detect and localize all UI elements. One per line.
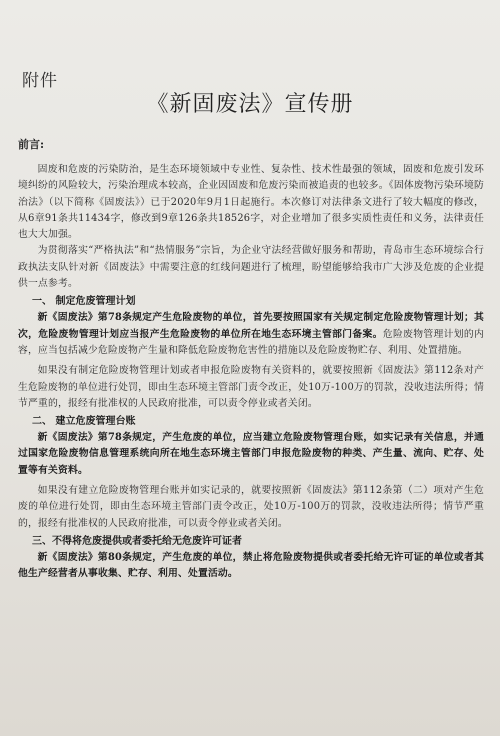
preface-paragraph-2: 为贯彻落实“严格执法”和“热情服务”宗旨，为企业守法经营做好服务和帮助，青岛市生态环境综合行政执法支队针对新《固废法》中需要注意的红线问题进行了梳理，盼望能够给我市广大涉及危废的企业提供一点参考。 [18, 245, 484, 290]
section-1-paragraph-2: 如果没有制定危险废物管理计划或者申报危险废物有关资料的，就要按照新《固废法》第112条对产生危险废物的单位进行处罚，即由生态环境主管部门责令改正，处10万-100万的罚款，没收违法所得；情节严重的，报经有批准权的人民政府批准，可以责令停业或者关闭。 [18, 365, 484, 409]
section-3-paragraph-1 [18, 550, 484, 583]
section-3-bold-text: 新《固废法》第80条规定，产生危废的单位，禁止将危险废物提供或者委托给无许可证的单位或者其他生产经营者从事收集、贮存、利用、处置活动。 [18, 551, 484, 580]
appendix-label: 附件 [22, 71, 58, 91]
section-1-bold-filing: 危险废物管理计划应当报产生危险废物的单位所在地生态环境主管部门备案。 [38, 328, 383, 340]
section-1-heading: 一、 制定危废管理计划 [32, 296, 136, 308]
section-1-paragraph-1 [18, 310, 484, 359]
section-1-bold-intro: 新《固废法》第78条规定产生危险废物的单位，首先要按照国家有关规定制定危险废物管理计划；其次， [18, 312, 484, 340]
section-2-paragraph-2: 如果没有建立危险废物管理台账并如实记录的，就要按照新《固废法》第112条第（二）项对产生危废的单位进行处罚，即由生态环境主管部门责令改正，处10万-100万的罚款，没收违法所得；情节严重的，报经有批准权的人民政府批准，可以责令停业或者关闭。 [18, 485, 484, 529]
section-2-heading: 二、 建立危废管理台账 [32, 416, 136, 428]
preface-paragraph-1: 固废和危废的污染防治，是生态环境领域中专业性、复杂性、技术性最强的领域，固废和危废引发环境纠纷的风险较大，污染治理成本较高，企业因固废和危废污染而被追责的也较多。《固体废物污染环境防治法》（以下简称《固废法》）已于2020年9月1日起施行。本次修订对法律条文进行了较大幅度的修改，从6章91条共11434字，修改到9章126条共18526字，对企业增加了很多实质性责任和义务，法律责任也大大加强。 [18, 164, 484, 241]
preface-label: 前言: [18, 138, 45, 151]
section-2-paragraph-1 [18, 430, 484, 479]
document-body [18, 136, 484, 583]
section-3-heading: 三、不得将危废提供或者委托给无危废许可证者 [32, 535, 242, 547]
document-title: 《新固废法》宣传册 [146, 92, 354, 117]
section-2-bold-text: 新《固废法》第78条规定，产生危废的单位，应当建立危险废物管理台账，如实记录有关信息，并通过国家危险废物信息管理系统向所在地生态环境主管部门申报危险废物的种类、产生量、流向、贮存、处置等有关资料。 [18, 432, 484, 476]
section-1-plan-content: 危险废物管理计划的内容，应当包括减少危险废物产生量和降低危险废物危害性的措施以及危险废物贮存、利用、处置措施。 [18, 328, 485, 356]
